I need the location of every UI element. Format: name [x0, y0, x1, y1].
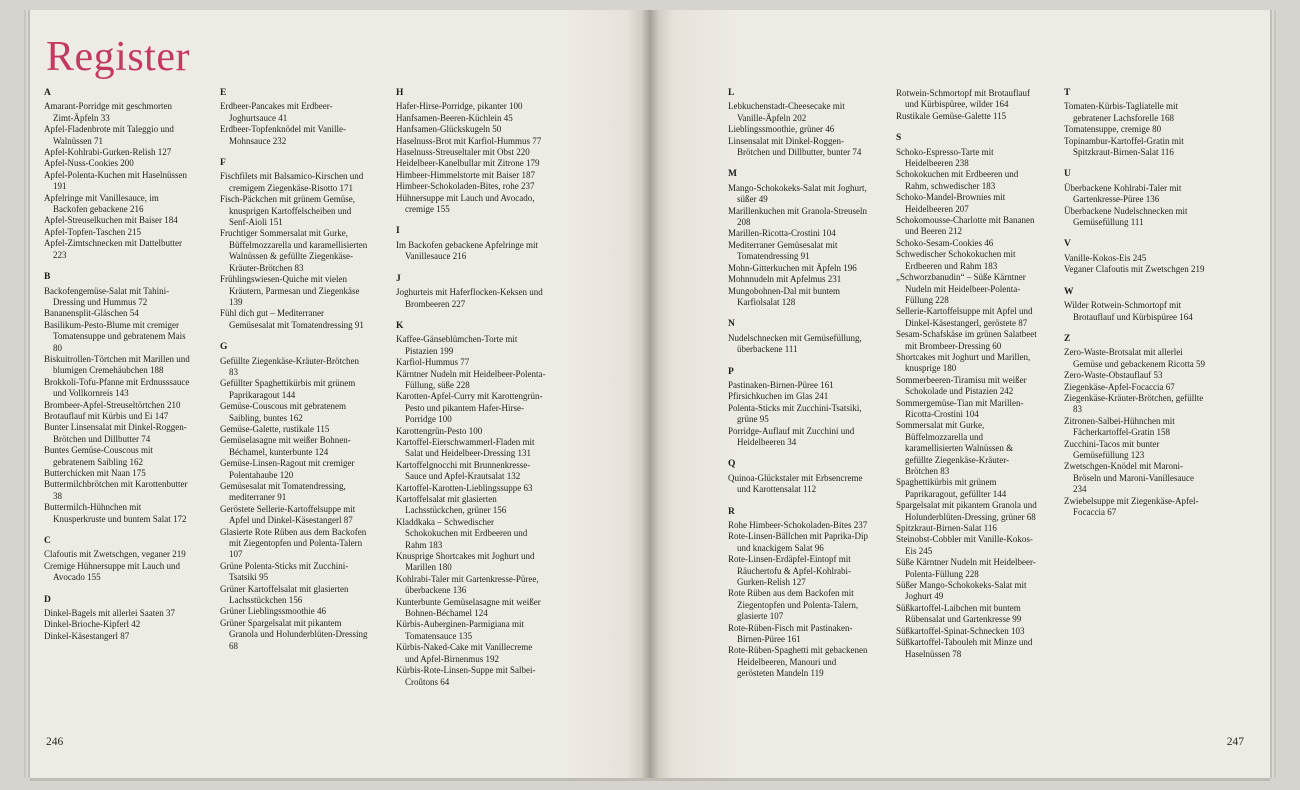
- index-entry: Rote-Rüben-Spaghetti mit gebackenen Heidelbeeren, Manouri und gerösteten Mandeln 119: [728, 645, 868, 679]
- index-entry: Rohe Himbeer-Schokoladen-Bites 237: [728, 520, 868, 530]
- index-entry: Kunterbunte Gemüselasagne mit weißer Bohnen-Béchamel 124: [396, 596, 541, 619]
- index-entry: Topinambur-Kartoffel-Gratin mit Spitzkraut-Birnen-Salat 116: [1064, 135, 1184, 158]
- index-entry: Joghurteis mit Haferflocken-Keksen und Brombeeren 227: [396, 287, 543, 309]
- index-entry: Zwetschgen-Knödel mit Maroni-Bröseln und Maroni-Vanillesauce 234: [1064, 461, 1194, 495]
- section-letter: C: [44, 536, 51, 547]
- section-letter: K: [396, 320, 404, 331]
- index-entry: Apfel-Kohlrabi-Gurken-Relish 127: [44, 147, 172, 158]
- index-entry: Geröstete Sellerie-Kartoffelsuppe mit Apfel und Dinkel-Käsestangerl 87: [220, 503, 356, 526]
- index-entry: Kürbis-Rote-Linsen-Suppe mit Salbei-Croûtons 64: [396, 665, 536, 687]
- index-entry: Spitzkraut-Birnen-Salat 116: [896, 523, 997, 534]
- index-entry: Nudelschnecken mit Gemüsefüllung, überbackene 111: [728, 332, 862, 355]
- index-entry: Zero-Waste-Obstauflauf 53: [1064, 370, 1163, 381]
- page-number-right: 247: [1226, 736, 1244, 748]
- index-entry: Tomaten-Kürbis-Tagliatelle mit gebratener Lachsforelle 168: [1064, 101, 1178, 123]
- section-letter: V: [1064, 239, 1071, 250]
- section-letter: I: [396, 226, 400, 237]
- index-entry: Kartoffelsalat mit glasierten Lachsstückchen, grüner 156: [396, 494, 507, 516]
- index-entry: Fischfilets mit Balsamico-Kirschen und cremigem Ziegenkäse-Risotto 171: [220, 171, 364, 193]
- section-letter: T: [1064, 88, 1071, 98]
- index-entry: Pfirsichkuchen im Glas 241: [728, 391, 829, 402]
- section-letter: U: [1064, 169, 1071, 180]
- index-entry: Haselnuss-Streuseltaler mit Obst 220: [396, 147, 530, 158]
- index-entry: Zucchini-Tacos mit bunter Gemüsefüllung 123: [1064, 438, 1160, 460]
- section-letter: N: [728, 319, 735, 330]
- index-entry: Hühnersuppe mit Lauch und Avocado, cremige 155: [396, 192, 535, 215]
- section-letter: R: [728, 506, 735, 517]
- index-entry: Dinkel-Bagels mit allerlei Saaten 37: [44, 608, 175, 619]
- index-entry: Wilder Rotwein-Schmortopf mit Brotauflauf und Kürbispüree 164: [1064, 300, 1193, 322]
- section-letter: M: [728, 169, 737, 180]
- section-letter: L: [728, 88, 735, 98]
- index-entry: Kartoffel-Eierschwammerl-Fladen mit Salat und Heidelbeer-Dressing 131: [396, 436, 535, 459]
- index-entry: Polenta-Sticks mit Zucchini-Tsatsiki, grüne 95: [728, 402, 862, 425]
- page-number-left: 246: [46, 736, 64, 748]
- index-entry: Apfel-Nuss-Cookies 200: [44, 158, 134, 169]
- index-entry: Vanille-Kokos-Eis 245: [1064, 252, 1147, 263]
- index-entry: Fühl dich gut – Mediterraner Gemüsesalat mit Tomatendressing 91: [220, 308, 364, 330]
- index-entry: Buttermilch-Hühnchen mit Knusperkruste und buntem Salat 172: [44, 502, 187, 524]
- index-entry: Himbeer-Schokoladen-Bites, rohe 237: [396, 181, 535, 192]
- index-columns-right: [728, 10, 1270, 680]
- index-entry: Mungobohnen-Dal mit buntem Karfiolsalat 128: [728, 285, 840, 307]
- index-entry: Gefüllte Ziegenkäse-Kräuter-Brötchen 83: [220, 355, 360, 377]
- index-entry: Karotten-Apfel-Curry mit Karottengrün-Pesto und pikantem Hafer-Hirse-Porridge 100: [396, 391, 543, 425]
- index-entry: Zwiebelsuppe mit Ziegenkäse-Apfel-Focaccia 67: [1064, 495, 1199, 517]
- index-entry: Gemüselasagne mit weißer Bohnen-Béchamel, kunterbunte 124: [220, 435, 351, 457]
- index-entry: Apfel-Fladenbrote mit Taleggio und Walnüssen 71: [44, 124, 174, 146]
- index-column: [44, 88, 194, 688]
- index-entry: Zitronen-Salbei-Hühnchen mit Fächerkartoffel-Gratin 158: [1064, 415, 1175, 438]
- index-entry: Erdbeer-Pancakes mit Erdbeer-Joghurtsauce 41: [220, 101, 333, 123]
- index-entry: Kärntner Nudeln mit Heidelbeer-Polenta-Füllung, süße 228: [396, 368, 546, 390]
- section-letter: E: [220, 88, 227, 98]
- index-entry: Tomatensuppe, cremige 80: [1064, 124, 1162, 135]
- index-entry: Schoko-Mandel-Brownies mit Heidelbeeren 207: [896, 192, 1006, 214]
- page-left: [30, 10, 650, 778]
- index-entry: Clafoutis mit Zwetschgen, veganer 219: [44, 549, 186, 560]
- index-entry: Apfel-Streuselkuchen mit Baiser 184: [44, 215, 178, 226]
- index-entry: Linsensalat mit Dinkel-Roggen-Brötchen und Dillbutter, bunter 74: [728, 135, 862, 158]
- index-entry: Rote Rüben aus dem Backofen mit Ziegentopfen und Polenta-Talern, glasierte 107: [728, 588, 859, 622]
- section-letter: Z: [1064, 333, 1071, 344]
- index-entry: Marillenkuchen mit Granola-Streuseln 208: [728, 205, 867, 228]
- index-entry: Rote-Rüben-Fisch mit Pastinaken-Birnen-Püree 161: [728, 622, 853, 645]
- index-entry: „Schworzbanudin“ – Süße Kärntner Nudeln mit Heidelbeer-Polenta-Füllung 228: [896, 272, 1026, 305]
- index-column: [896, 88, 1038, 680]
- index-entry: Schwedischer Schokokuchen mit Erdbeeren und Rahm 183: [896, 249, 1016, 271]
- index-entry: Grüne Polenta-Sticks mit Zucchini-Tsatsiki 95: [220, 560, 349, 583]
- index-entry: Kartoffel-Karotten-Lieblingssuppe 63: [396, 482, 533, 493]
- page-title: Register: [46, 34, 190, 80]
- section-letter: G: [220, 342, 228, 353]
- section-letter: D: [44, 594, 51, 605]
- index-entry: Mango-Schokokeks-Salat mit Joghurt, süßer 49: [728, 182, 867, 205]
- index-entry: Grüner Lieblingssmoothie 46: [220, 606, 326, 617]
- index-entry: Ziegenkäse-Kräuter-Brötchen, gefüllte 83: [1064, 392, 1204, 415]
- index-entry: Hafer-Hirse-Porridge, pikanter 100: [396, 101, 523, 112]
- index-entry: Lebkuchenstadt-Cheesecake mit Vanille-Äpfeln 202: [728, 101, 845, 123]
- index-entry: Spargelsalat mit pikantem Granola und Holunderblüten-Dressing, grüner 68: [896, 500, 1037, 522]
- index-entry: Erdbeer-Topfenknödel mit Vanille-Mohnsauce 232: [220, 124, 346, 146]
- index-entry: Brombeer-Apfel-Streuseltörtchen 210: [44, 399, 181, 410]
- index-entry: Gemüse-Linsen-Ragout mit cremiger Polentahaube 120: [220, 458, 355, 480]
- index-entry: Sommersalat mit Gurke, Büffelmozzarella und karamellisierten Walnüssen & gefüllte Ziegenkäse-Kräuter-Brötchen 83: [896, 420, 1014, 476]
- index-entry: Rotwein-Schmortopf mit Brotauflauf und Kürbispüree, wilder 164: [896, 88, 1030, 110]
- index-entry: Karottengrün-Pesto 100: [396, 425, 483, 436]
- index-entry: Sommerbeeren-Tiramisu mit weißer Schokolade und Pistazien 242: [896, 374, 1027, 397]
- book-spread: [30, 10, 1270, 778]
- index-entry: Überbackene Nudelschnecken mit Gemüsefüllung 111: [1064, 205, 1188, 228]
- index-entry: Himbeer-Himmelstorte mit Baiser 187: [396, 169, 536, 180]
- index-entry: Knusprige Shortcakes mit Joghurt und Marillen 180: [396, 551, 535, 573]
- index-entry: Dinkel-Käsestangerl 87: [44, 630, 130, 641]
- index-entry: Kohlrabi-Taler mit Gartenkresse-Püree, überbackene 136: [396, 573, 539, 596]
- index-entry: Grüner Kartoffelsalat mit glasierten Lachsstückchen 156: [220, 583, 349, 606]
- index-entry: Spaghettikürbis mit grünem Paprikaragout, gefüllter 144: [896, 477, 1007, 499]
- index-column: [1064, 88, 1206, 680]
- index-entry: Shortcakes mit Joghurt und Marillen, knusprige 180: [896, 351, 1031, 374]
- index-entry: Sesam-Schafskäse im grünen Salatbeet mit Brombeer-Dressing 60: [896, 329, 1037, 351]
- index-entry: Quinoa-Glückstaler mit Erbsencreme und Karottensalat 112: [728, 472, 863, 495]
- index-entry: Apfel-Zimtschnecken mit Dattelbutter 223: [44, 238, 182, 260]
- section-letter: P: [728, 366, 734, 377]
- index-entry: Basilikum-Pesto-Blume mit cremiger Tomatensuppe und gebratenem Mais 80: [44, 319, 186, 353]
- index-entry: Buttermilchbrötchen mit Karottenbutter 38: [44, 479, 188, 501]
- index-entry: Dinkel-Brioche-Kipferl 42: [44, 619, 141, 630]
- index-entry: Schokokuchen mit Erdbeeren und Rahm, schwedischer 183: [896, 169, 1019, 191]
- index-entry: Mohnnudeln mit Apfelmus 231: [728, 274, 842, 285]
- index-entry: Grüner Spargelsalat mit pikantem Granola und Holunderblüten-Dressing 68: [220, 617, 368, 651]
- index-column: [220, 88, 370, 688]
- index-entry: Biskuitrollen-Törtchen mit Marillen und blumigen Cremehäubchen 188: [44, 353, 190, 376]
- index-entry: Bunter Linsensalat mit Dinkel-Roggen-Brötchen und Dillbutter 74: [44, 422, 187, 444]
- index-entry: Sellerie-Kartoffelsuppe mit Apfel und Dinkel-Käsestangerl, geröstete 87: [896, 306, 1033, 328]
- index-entry: Apfelringe mit Vanillesauce, im Backofen gebackene 216: [44, 192, 159, 215]
- index-entry: Lieblingssmoothie, grüner 46: [728, 124, 835, 135]
- index-entry: Gemüse-Galette, rustikale 115: [220, 423, 330, 434]
- page-right: [650, 10, 1270, 778]
- index-entry: Butterchicken mit Naan 175: [44, 468, 146, 478]
- index-entry: Veganer Clafoutis mit Zwetschgen 219: [1064, 264, 1205, 275]
- index-entry: Gemüse-Couscous mit gebratenem Saibling, buntes 162: [220, 401, 346, 423]
- index-column: [396, 88, 546, 688]
- index-entry: Hanfsamen-Glückskugeln 50: [396, 124, 502, 135]
- index-entry: Buntes Gemüse-Couscous mit gebratenem Saibling 162: [44, 445, 153, 467]
- index-entry: Cremige Hühnersuppe mit Lauch und Avocado 155: [44, 560, 180, 583]
- index-entry: Schoko-Sesam-Cookies 46: [896, 237, 994, 248]
- index-entry: Schoko-Espresso-Tarte mit Heidelbeeren 238: [896, 146, 994, 169]
- index-entry: Im Backofen gebackene Apfelringe mit Vanillesauce 216: [396, 239, 538, 262]
- section-letter: F: [220, 158, 226, 169]
- index-entry: Apfel-Topfen-Taschen 215: [44, 226, 141, 237]
- section-letter: J: [396, 273, 401, 284]
- section-letter: S: [896, 133, 902, 144]
- index-entry: Schokomousse-Charlotte mit Bananen und Beeren 212: [896, 215, 1035, 237]
- index-entry: Backofengemüse-Salat mit Tahini-Dressing und Hummus 72: [44, 285, 170, 307]
- index-entry: Süßer Mango-Schokokeks-Salat mit Joghurt 49: [896, 580, 1027, 602]
- section-letter: B: [44, 272, 51, 283]
- index-entry: Amarant-Porridge mit geschmorten Zimt-Äpfeln 33: [44, 101, 172, 123]
- index-entry: Brokkoli-Tofu-Pfanne mit Erdnusssauce und Vollkornreis 143: [44, 376, 190, 399]
- index-entry: Marillen-Ricotta-Crostini 104: [728, 228, 836, 239]
- index-entry: Hanfsamen-Beeren-Küchlein 45: [396, 112, 513, 123]
- index-entry: Süßkartoffel-Tabouleh mit Minze und Haselnüssen 78: [896, 637, 1033, 659]
- index-entry: Porridge-Auflauf mit Zucchini und Heidelbeeren 34: [728, 425, 855, 447]
- index-entry: Kladdkaka – Schwedischer Schokokuchen mit Erdbeeren und Rahm 183: [396, 516, 528, 550]
- index-entry: Sommergemüse-Tian mit Marillen-Ricotta-Crostini 104: [896, 397, 1024, 419]
- index-entry: Kürbis-Auberginen-Parmigiana mit Tomatensauce 135: [396, 619, 525, 641]
- index-entry: Glasierte Rote Rüben aus dem Backofen mit Ziegentopfen und Polenta-Talern 107: [220, 526, 367, 560]
- index-entry: Pastinaken-Birnen-Püree 161: [728, 379, 834, 390]
- index-entry: Fruchtiger Sommersalat mit Gurke, Büffelmozzarella und karamellisierten Walnüssen & gefüllte Ziegenkäse-Kräuter-Brötchen 83: [220, 228, 368, 273]
- index-entry: Süßkartoffel-Spinat-Schnecken 103: [896, 625, 1025, 636]
- index-entry: Frühlingswiesen-Quiche mit vielen Kräutern, Parmesan und Ziegenkäse 139: [220, 274, 360, 307]
- index-entry: Zero-Waste-Brotsalat mit allerlei Gemüse und gebackenem Ricotta 59: [1064, 347, 1205, 369]
- index-entry: Rustikale Gemüse-Galette 115: [896, 110, 1007, 121]
- index-entry: Rote-Linsen-Erdäpfel-Eintopf mit Räuchertofu & Apfel-Kohlrabi-Gurken-Relish 127: [728, 554, 851, 588]
- index-entry: Ziegenkäse-Apfel-Focaccia 67: [1064, 381, 1175, 392]
- section-letter: A: [44, 88, 51, 98]
- index-entry: Rote-Linsen-Bällchen mit Paprika-Dip und knackigem Salat 96: [728, 531, 868, 553]
- index-entry: Brotauflauf mit Kürbis und Ei 147: [44, 410, 169, 421]
- index-entry: Steinobst-Cobbler mit Vanille-Kokos-Eis 245: [896, 534, 1033, 556]
- index-entry: Karfiol-Hummus 77: [396, 357, 470, 368]
- index-columns-left: [44, 10, 650, 688]
- index-column: [728, 88, 870, 680]
- index-entry: Heidelbeer-Kanelbullar mit Zitrone 179: [396, 158, 540, 169]
- index-entry: Gemüsesalat mit Tomatendressing, mediterraner 91: [220, 481, 346, 503]
- index-entry: Kaffee-Gänseblümchen-Torte mit Pistazien 199: [396, 334, 518, 356]
- section-letter: W: [1064, 286, 1074, 297]
- index-entry: Gefüllter Spaghettikürbis mit grünem Paprikaragout 144: [220, 378, 356, 400]
- section-letter: Q: [728, 459, 736, 470]
- index-entry: Haselnuss-Brot mit Karfiol-Hummus 77: [396, 135, 542, 146]
- index-entry: Süßkartoffel-Laibchen mit buntem Rübensalat und Gartenkresse 99: [896, 602, 1022, 625]
- index-entry: Mohn-Gitterkuchen mit Äpfeln 196: [728, 262, 857, 273]
- index-entry: Fisch-Päckchen mit grünem Gemüse, knusprigen Kartoffelscheiben und Senf-Aioli 151: [220, 194, 355, 228]
- section-letter: H: [396, 88, 404, 98]
- index-entry: Überbackene Kohlrabi-Taler mit Gartenkresse-Püree 136: [1064, 182, 1182, 205]
- index-entry: Bananensplit-Gläschen 54: [44, 308, 139, 319]
- index-entry: Apfel-Polenta-Kuchen mit Haselnüssen 191: [44, 169, 187, 192]
- index-entry: Kartoffelgnocchi mit Brunnenkresse-Sauce und Apfel-Krautsalat 132: [396, 459, 531, 482]
- index-entry: Kürbis-Naked-Cake mit Vanillecreme und Apfel-Birnenmus 192: [396, 642, 533, 664]
- index-entry: Mediterraner Gemüsesalat mit Tomatendressing 91: [728, 239, 838, 262]
- index-entry: Süße Kärntner Nudeln mit Heidelbeer-Polenta-Füllung 228: [896, 557, 1036, 579]
